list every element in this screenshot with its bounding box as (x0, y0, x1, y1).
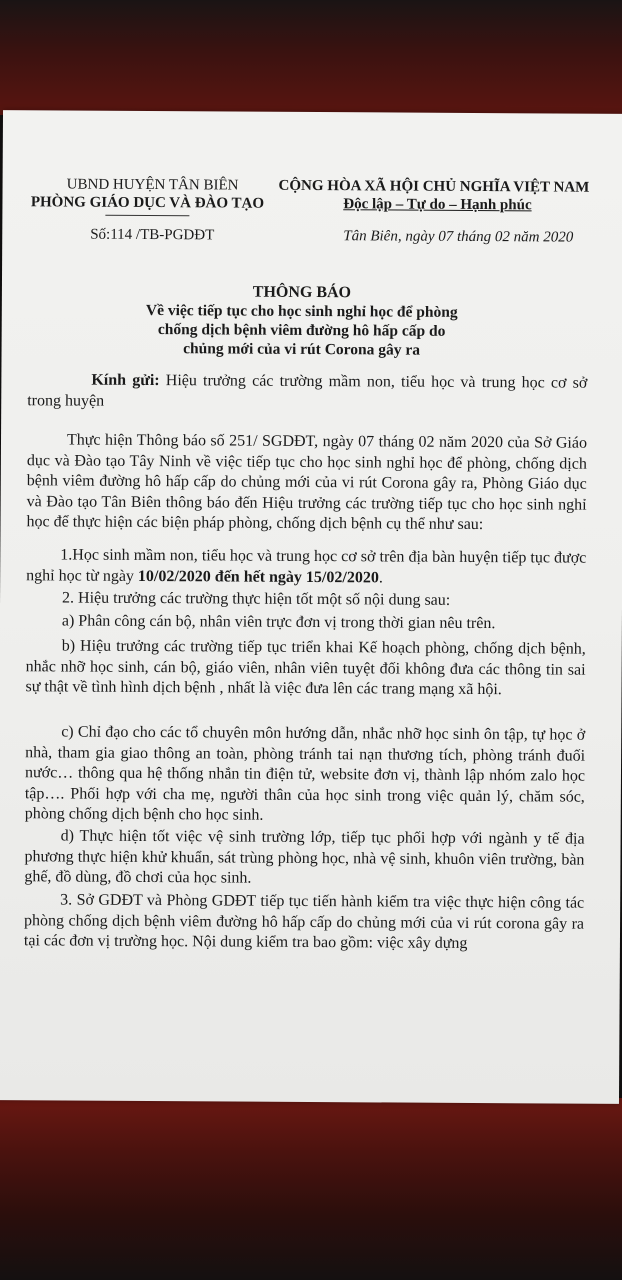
recipient-block (27, 370, 587, 414)
item-2c-paragraph: c) Chỉ đạo cho các tổ chuyên môn hướng dẫn, nhắc nhỡ học sinh ôn tập, tự học ở nhà, tham gia giao thông an toàn, phòng tránh tai nạn thương tích, phòng tránh đuối nước… thông qua hệ thống nhắn tin điện tử, website đơn vị, thành lập nhóm zalo học tập…. Phối hợp với cha mẹ, người thân của học sinh trong việc quản lý, chăm sóc, phòng chống dịch bệnh cho học sinh. (24, 723, 586, 824)
document-number: Số:114 /TB-PGDĐT (90, 226, 215, 244)
agency-name: UBND HUYỆN TÂN BIÊN (66, 176, 239, 194)
recipient-label: Kính gửi: (91, 371, 160, 390)
document-date: Tân Biên, ngày 07 tháng 02 năm 2020 (343, 228, 574, 246)
item-1-paragraph (26, 545, 586, 589)
item-1-text: 1.Học sinh mầm non, tiểu học và trung học cơ sở trên địa bàn huyện tiếp tục được nghỉ học từ ngày (26, 546, 587, 585)
background-top (0, 0, 622, 115)
document-title: THÔNG BÁO (252, 283, 352, 302)
item-1-dates: 10/02/2020 đến hết ngày 15/02/2020 (137, 567, 379, 586)
department-name: PHÒNG GIÁO DỤC VÀ ĐÀO TẠO (30, 194, 265, 212)
item-1-end: . (378, 568, 383, 586)
item-2-paragraph: 2. Hiệu trưởng các trường thực hiện tốt một số nội dung sau: (61, 589, 451, 609)
country-name: CỘNG HÒA XÃ HỘI CHỦ NGHĨA VIỆT NAM (278, 177, 590, 196)
intro-paragraph: Thực hiện Thông báo số 251/ SGDĐT, ngày 07 tháng 02 năm 2020 của Sở Giáo dục và Đào tạo Tây Ninh về việc tiếp tục cho học sinh nghỉ học để phòng, chống dịch bệnh viêm đường hô hấp cấp do chủng mới của vi rút Corona gây ra, Phòng Giáo dục và Đào tạo Tân Biên thông báo đến Hiệu trưởng các trường tiếp tục cho học sinh nghỉ học để thực hiện các biện pháp phòng, chống dịch bệnh cụ thể như sau: (26, 431, 588, 534)
item-3-paragraph: 3. Sở GDĐT và Phòng GDĐT tiếp tục tiến hành kiểm tra việc thực hiện công tác phòng chống dịch bệnh viêm đường hô hấp cấp do chủng mới của vi rút corona gây ra tại các đơn vị trường học. Nội dung kiểm tra bao gồm: việc xây dựng (23, 891, 585, 952)
subject-line-2: chống dịch bệnh viêm đường hô hấp cấp do (157, 321, 446, 340)
item-2b-paragraph: b) Hiệu trưởng các trường tiếp tục triển khai Kế hoạch phòng, chống dịch bệnh, nhắc nhỡ học sinh, cán bộ, giáo viên, nhân viên tuyệt đối không đưa các thông tin sai sự thật về tình hình dịch bệnh , nhất là việc đưa lên các trang mạng xã hội. (25, 637, 586, 699)
subject-line-1: Về việc tiếp tục cho học sinh nghỉ học để phòng (145, 301, 458, 321)
header-left-underline (105, 215, 189, 217)
recipient-text: Hiệu trưởng các trường mầm non, tiểu học và trung học cơ sở trong huyện (27, 372, 588, 410)
subject-line-3: chủng mới của vi rút Corona gây ra (183, 340, 421, 359)
background-bottom (0, 1098, 622, 1280)
item-2d-paragraph: d) Thực hiện tốt việc vệ sinh trường lớp, tiếp tục phối hợp với ngành y tế địa phương thực hiện khử khuẩn, sát trùng phòng học, nhà vệ sinh, khuôn viên trường, bàn ghế, đồ dùng, đồ chơi của học sinh. (24, 827, 585, 887)
item-2a-paragraph: a) Phân công cán bộ, nhân viên trực đơn vị trong thời gian nêu trên. (61, 612, 496, 633)
document-page (0, 110, 622, 1104)
national-motto: Độc lập – Tự do – Hạnh phúc (343, 196, 532, 214)
